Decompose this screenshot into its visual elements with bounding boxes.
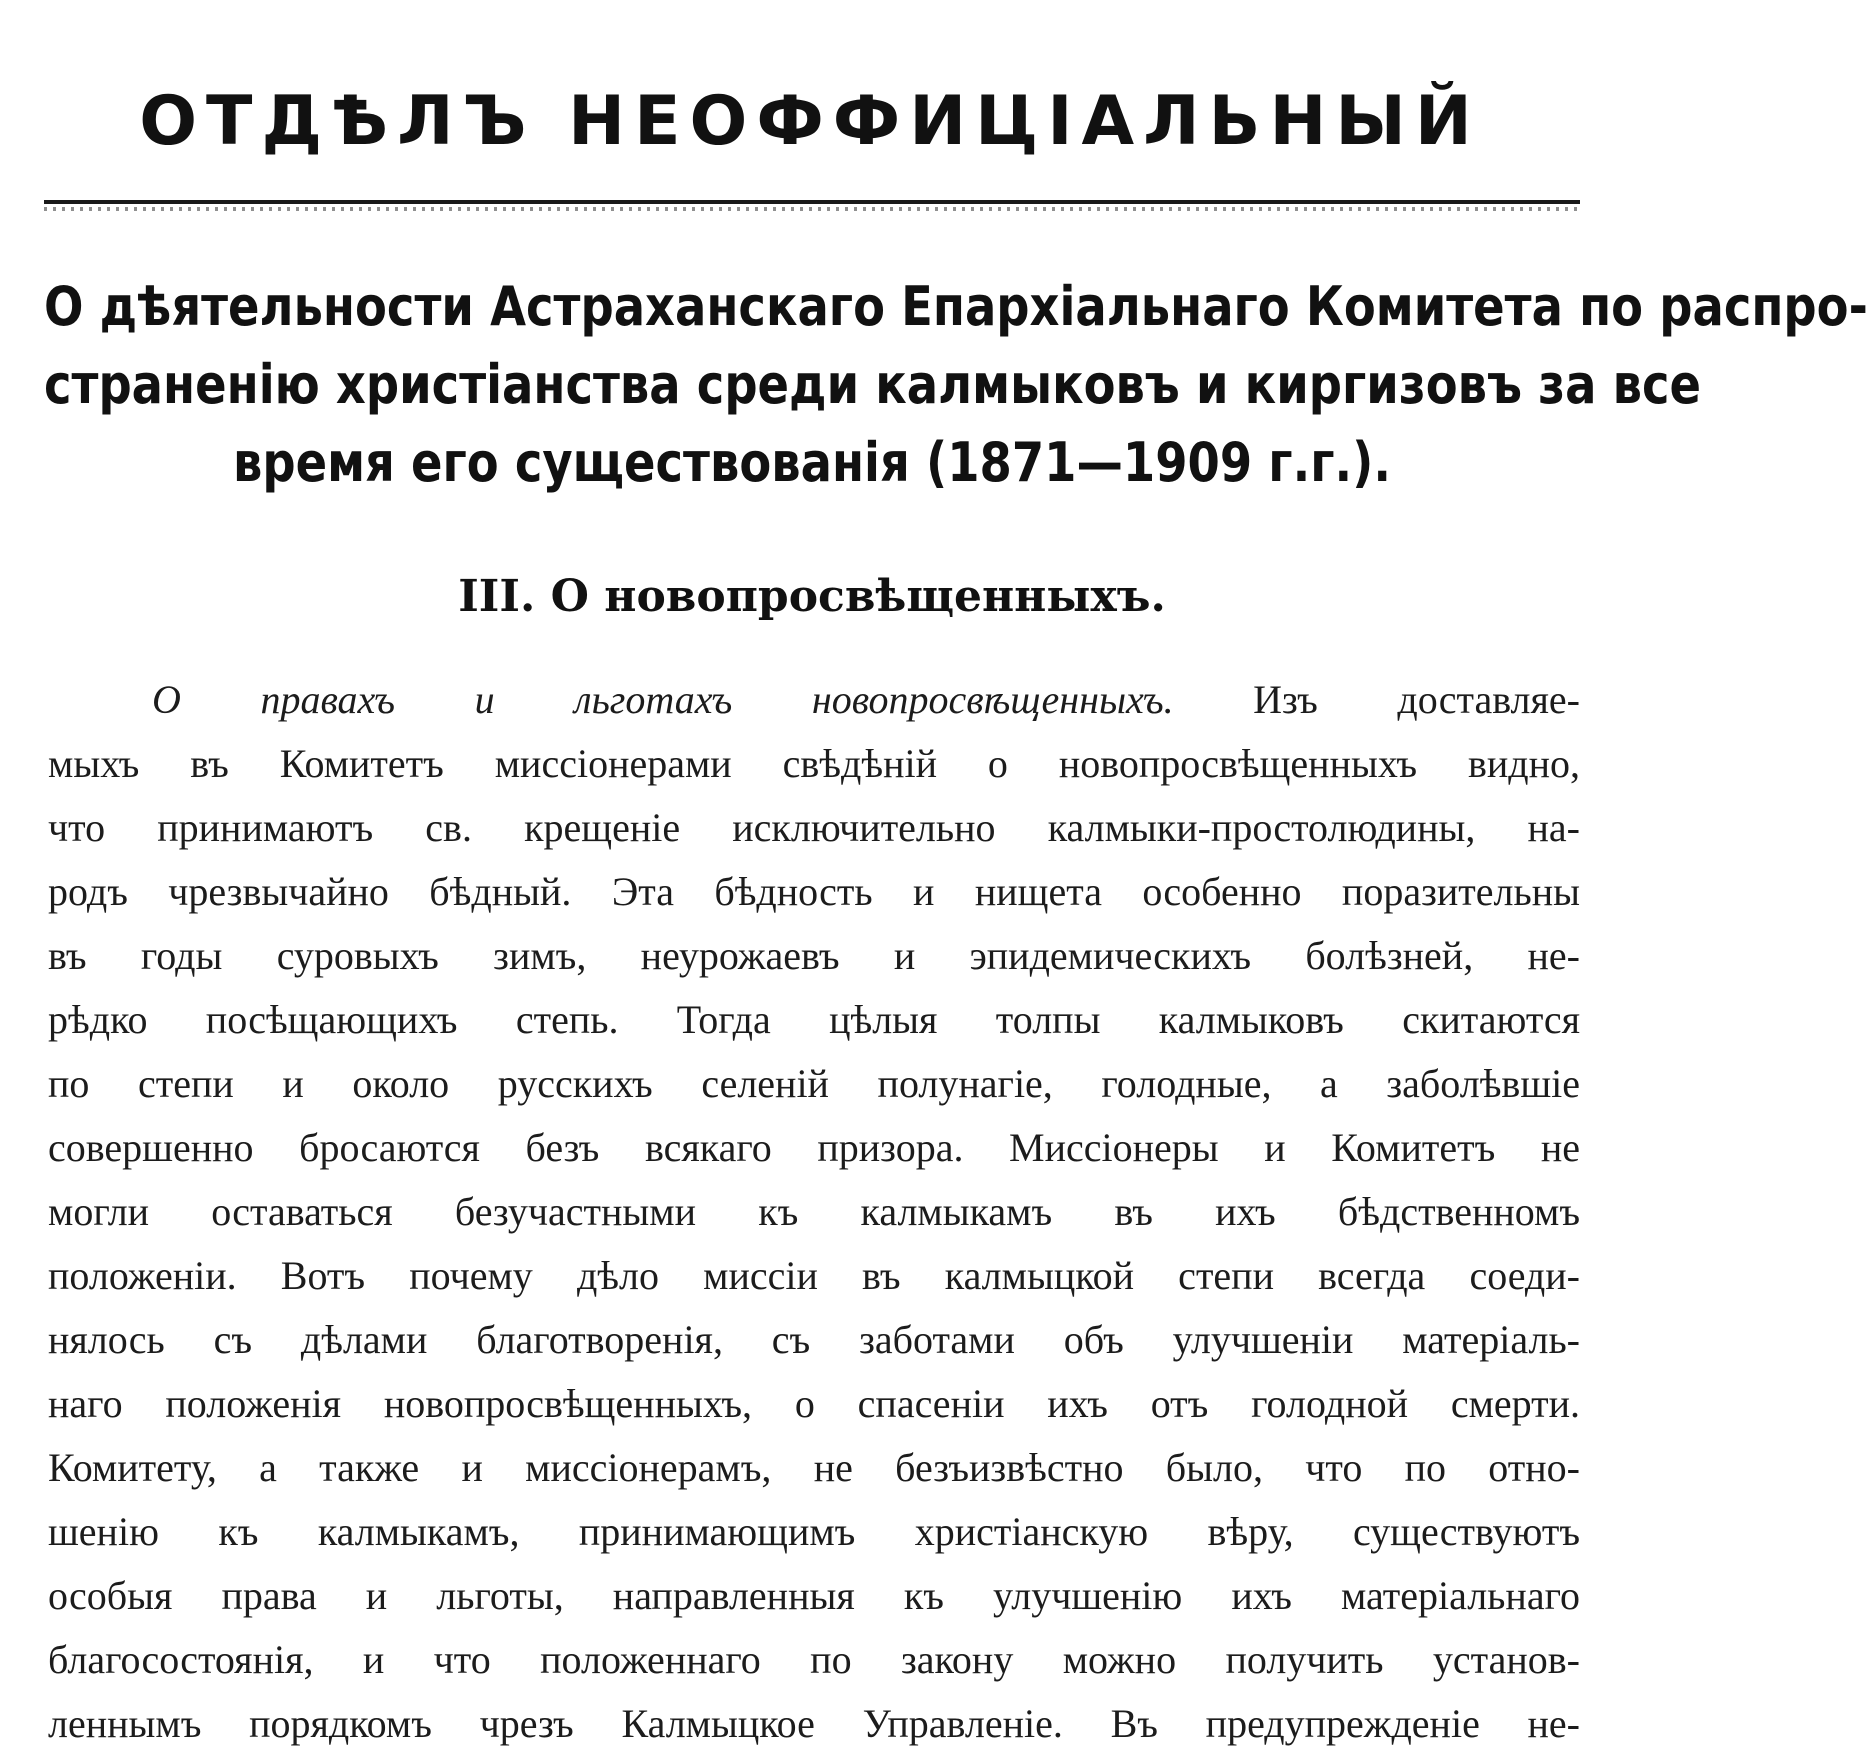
first-line-rest: Изъ доставляе- [1173,677,1580,722]
header-rule [44,200,1580,204]
article-title [44,268,1868,502]
article-title-line: время его существованія (1871—1909 г.г.). [232,431,1391,494]
body-line: Комитету, а также и миссіонерамъ, не безъизвѣстно было, что по отно- [48,1445,1580,1490]
body-line: шенію къ калмыкамъ, принимающимъ христіанскую вѣру, существуютъ [48,1509,1580,1554]
body-line [48,668,1580,732]
body-line: нялось съ дѣлами благотворенія, съ заботами объ улучшеніи матеріаль- [48,1317,1580,1362]
chapter-heading: III. О новопросвѣщенныхъ. [458,571,1166,622]
body-line: въ годы суровыхъ зимъ, неурожаевъ и эпидемическихъ болѣзней, не- [48,933,1580,978]
body-line: леннымъ порядкомъ чрезъ Калмыцкое Управленіе. Въ предупрежденіе не- [48,1701,1580,1746]
body-line: родъ чрезвычайно бѣдный. Эта бѣдность и нищета особенно поразительны [48,869,1580,914]
body-line: благосостоянія, и что положеннаго по закону можно получить установ- [48,1637,1580,1682]
body-paragraph [48,668,1580,1756]
body-line: по степи и около русскихъ селеній полунагіе, голодные, а заболѣвшіе [48,1061,1580,1106]
body-line: особыя права и льготы, направленныя къ улучшенію ихъ матеріальнаго [48,1573,1580,1618]
body-line: наго положенія новопросвѣщенныхъ, о спасеніи ихъ отъ голодной смерти. [48,1381,1580,1426]
body-line: совершенно бросаются безъ всякаго призора. Миссіонеры и Комитетъ не [48,1125,1580,1170]
body-line: что принимаютъ св. крещеніе исключительно калмыки-простолюдины, на- [48,805,1580,850]
section-header: ОТДѢЛЪ НЕОФФИЦІАЛЬНЫЙ [139,82,1481,161]
body-line: положеніи. Вотъ почему дѣло миссіи въ калмыцкой степи всегда соеди- [48,1253,1580,1298]
lead-italic-phrase: О правахъ и льготахъ новопросвѣщенныхъ. [152,677,1174,722]
article-title-line: О дѣятельности Астраханскаго Епархіальнаго Комитета по распро- [44,275,1868,338]
body-line: мыхъ въ Комитетъ миссіонерами свѣдѣній о новопросвѣщенныхъ видно, [48,741,1580,786]
body-line: могли оставаться безучастными къ калмыкамъ въ ихъ бѣдственномъ [48,1189,1580,1234]
article-title-line: страненію христіанства среди калмыковъ и киргизовъ за все [44,353,1702,416]
body-line: рѣдко посѣщающихъ степь. Тогда цѣлыя толпы калмыковъ скитаются [48,997,1580,1042]
header-rule-ornament [44,207,1580,211]
